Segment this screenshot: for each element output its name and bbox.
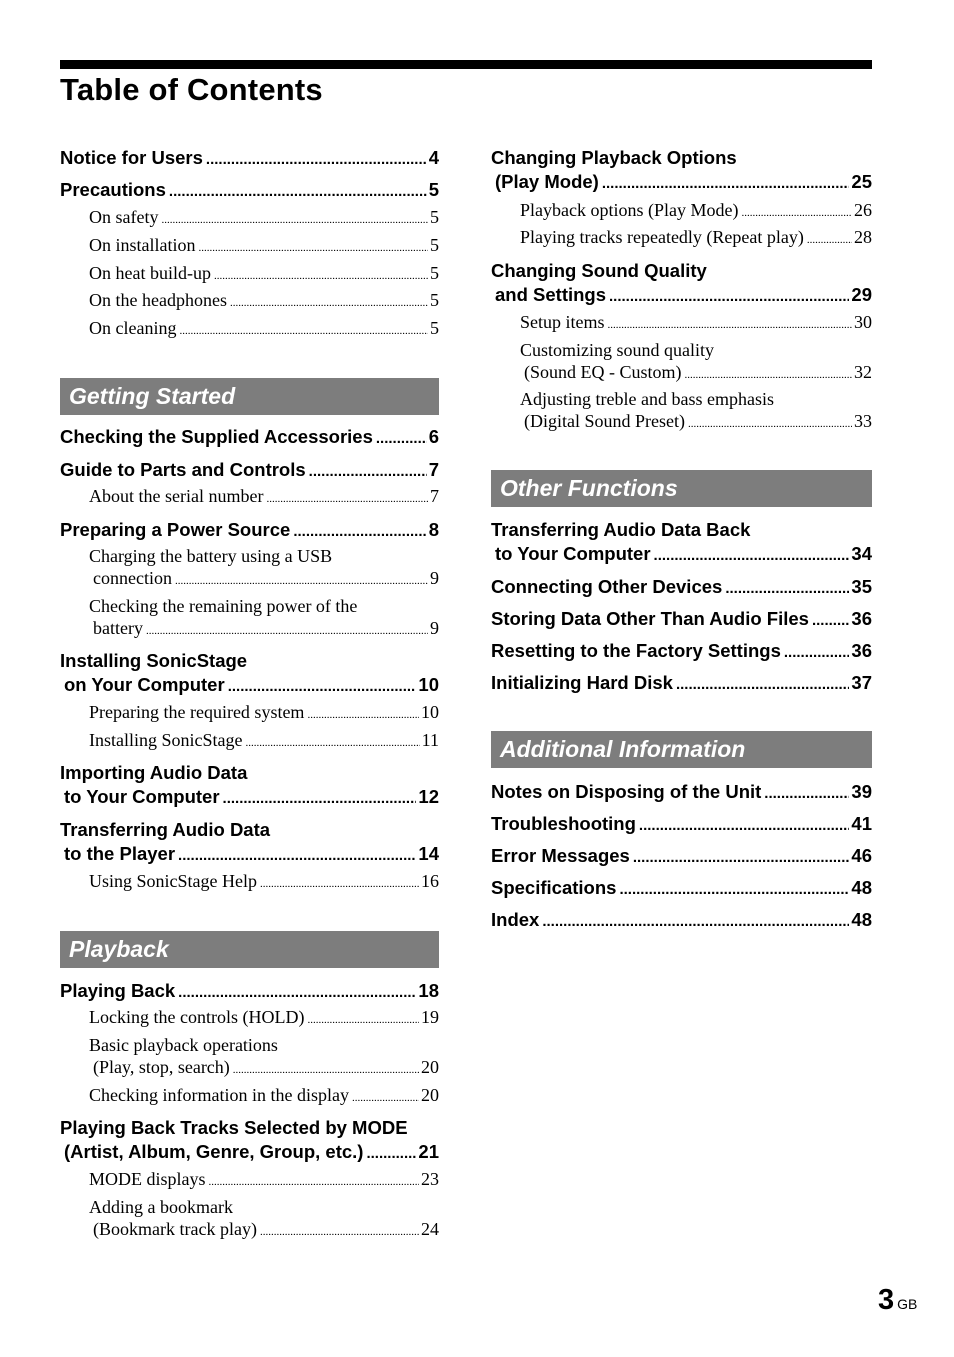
- section-heading-playback: Playback: [60, 931, 439, 968]
- top-rule: [60, 60, 872, 69]
- toc-entry-connecting-devices[interactable]: Connecting Other Devices ..... 35: [491, 575, 872, 601]
- toc-entry-installing-sonicstage[interactable]: Installing SonicStage on Your Computer ..... 10: [60, 649, 439, 699]
- toc-entry-precautions[interactable]: Precautions ..... 5: [60, 178, 439, 204]
- toc-entry-power-source[interactable]: Preparing a Power Source ..... 8: [60, 518, 439, 544]
- toc-entry-checking-accessories[interactable]: Checking the Supplied Accessories ..... 6: [60, 425, 439, 451]
- toc-entry-specifications[interactable]: Specifications ..... 48: [491, 876, 872, 902]
- toc-subentry-required-system[interactable]: Preparing the required system ..... 10: [60, 701, 439, 726]
- toc-subentry-digital-sound-preset[interactable]: Adjusting treble and bass emphasis (Digital Sound Preset) ..... 33: [491, 388, 872, 435]
- section-heading-getting-started: Getting Started: [60, 378, 439, 415]
- toc-subentry-serial-number[interactable]: About the serial number ..... 7: [60, 485, 439, 510]
- toc-subentry-bookmark[interactable]: Adding a bookmark (Bookmark track play) ..... 24: [60, 1196, 439, 1243]
- toc-entry-playing-back[interactable]: Playing Back ..... 18: [60, 979, 439, 1005]
- toc-subentry-charging-battery[interactable]: Charging the battery using a USB connection ..... 9: [60, 545, 439, 592]
- toc-subentry-setup-items[interactable]: Setup items ..... 30: [491, 311, 872, 336]
- toc-subentry-repeat-play[interactable]: Playing tracks repeatedly (Repeat play) ..... 28: [491, 226, 872, 251]
- toc-entry-transferring-audio[interactable]: Transferring Audio Data to the Player ..... 14: [60, 818, 439, 868]
- toc-subentry-installing-sonicstage[interactable]: Installing SonicStage ..... 11: [60, 729, 439, 754]
- toc-subentry-locking-controls[interactable]: Locking the controls (HOLD) ..... 19: [60, 1006, 439, 1031]
- toc-entry-importing-audio[interactable]: Importing Audio Data to Your Computer ..... 12: [60, 761, 439, 811]
- toc-subentry-remaining-power[interactable]: Checking the remaining power of the battery ..... 9: [60, 595, 439, 642]
- toc-entry-transfer-back[interactable]: Transferring Audio Data Back to Your Computer ..... 34: [491, 518, 872, 568]
- toc-subentry-play-mode[interactable]: Playback options (Play Mode) ..... 26: [491, 199, 872, 224]
- page-number-value: 3: [878, 1284, 895, 1316]
- toc-entry-sound-quality[interactable]: Changing Sound Quality and Settings ..... 29: [491, 259, 872, 309]
- toc-subentry-mode-displays[interactable]: MODE displays ..... 23: [60, 1168, 439, 1193]
- toc-subentry-on-the-headphones[interactable]: On the headphones ..... 5: [60, 289, 439, 314]
- section-heading-additional-information: Additional Information: [491, 731, 872, 768]
- page-title: Table of Contents: [60, 72, 323, 107]
- page-number-suffix: GB: [897, 1296, 918, 1312]
- toc-entry-troubleshooting[interactable]: Troubleshooting ..... 41: [491, 812, 872, 838]
- toc-entry-storing-data[interactable]: Storing Data Other Than Audio Files ..... 36: [491, 607, 872, 633]
- toc-subentry-sound-eq[interactable]: Customizing sound quality (Sound EQ - Custom) ..... 32: [491, 339, 872, 386]
- toc-entry-playing-by-mode[interactable]: Playing Back Tracks Selected by MODE (Artist, Album, Genre, Group, etc.) ..... 21: [60, 1116, 439, 1166]
- page-number: [878, 1284, 917, 1317]
- toc-subentry-basic-playback[interactable]: Basic playback operations (Play, stop, search) ..... 20: [60, 1034, 439, 1081]
- toc-subentry-on-safety[interactable]: On safety ..... 5: [60, 206, 439, 231]
- toc-entry-factory-reset[interactable]: Resetting to the Factory Settings ..... 36: [491, 639, 872, 665]
- toc-subentry-checking-display[interactable]: Checking information in the display ..... 20: [60, 1084, 439, 1109]
- toc-subentry-on-installation[interactable]: On installation ..... 5: [60, 234, 439, 259]
- toc-subentry-on-cleaning[interactable]: On cleaning ..... 5: [60, 317, 439, 342]
- toc-entry-notice-for-users[interactable]: Notice for Users ..... 4: [60, 146, 439, 172]
- toc-entry-index[interactable]: Index ..... 48: [491, 908, 872, 934]
- toc-subentry-on-heat-build-up[interactable]: On heat build-up ..... 5: [60, 262, 439, 287]
- toc-entry-disposing[interactable]: Notes on Disposing of the Unit ..... 39: [491, 780, 872, 806]
- toc-entry-error-messages[interactable]: Error Messages ..... 46: [491, 844, 872, 870]
- toc-subentry-sonicstage-help[interactable]: Using SonicStage Help ..... 16: [60, 870, 439, 895]
- toc-entry-initializing-disk[interactable]: Initializing Hard Disk ..... 37: [491, 671, 872, 697]
- section-heading-other-functions: Other Functions: [491, 470, 872, 507]
- toc-entry-guide-to-parts[interactable]: Guide to Parts and Controls ..... 7: [60, 458, 439, 484]
- toc-entry-playback-options[interactable]: Changing Playback Options (Play Mode) ..... 25: [491, 146, 872, 196]
